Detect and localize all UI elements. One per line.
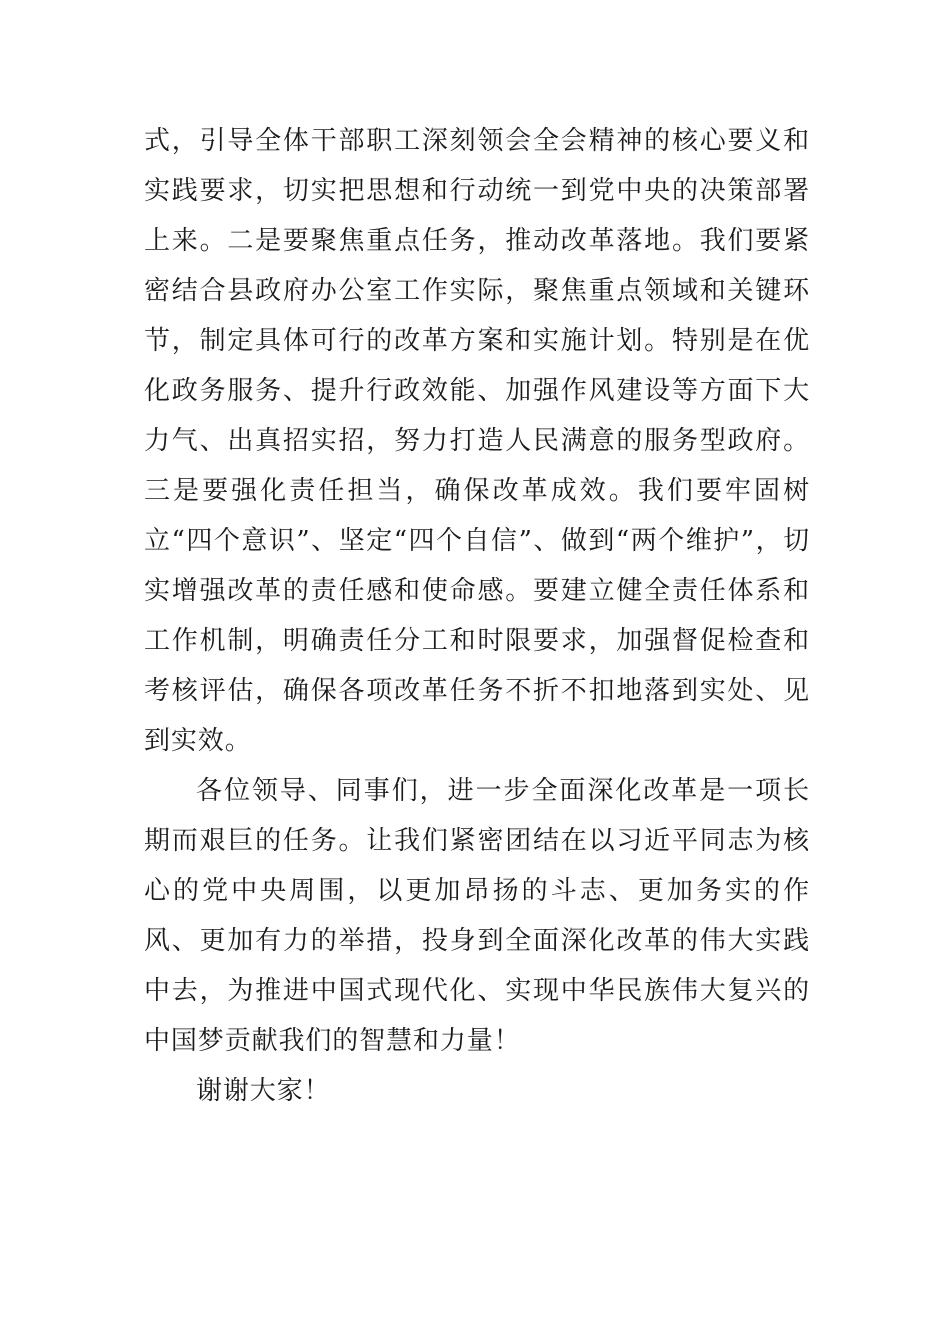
paragraph-continuation: 式，引导全体干部职工深刻领会全会精神的核心要义和实践要求，切实把思想和行动统一到党中央的决策部署上来。二是要聚焦重点任务，推动改革落地。我们要紧密结合县政府办公室工作实际，聚焦重点领域和关键环节，制定具体可行的改革方案和实施计划。特别是在优化政务服务、提升行政效能、加强作风建设等方面下大力气、出真招实招，努力打造人民满意的服务型政府。三是要强化责任担当，确保改革成效。我们要牢固树立“四个意识”、坚定“四个自信”、做到“两个维护”，切实增强改革的责任感和使命感。要建立健全责任体系和工作机制，明确责任分工和时限要求，加强督促检查和考核评估，确保各项改革任务不折不扣地落到实处、见到实效。 [144,126,810,756]
body-text [144,116,810,1116]
paragraph-closing-appeal: 各位领导、同事们，进一步全面深化改革是一项长期而艰巨的任务。让我们紧密团结在以习近平同志为核心的党中央周围，以更加昂扬的斗志、更加务实的作风、更加有力的举措，投身到全面深化改革的伟大实践中去，为推进中国式现代化、实现中华民族伟大复兴的中国梦贡献我们的智慧和力量！ [144,776,810,1056]
paragraph-thanks: 谢谢大家！ [196,1076,331,1106]
